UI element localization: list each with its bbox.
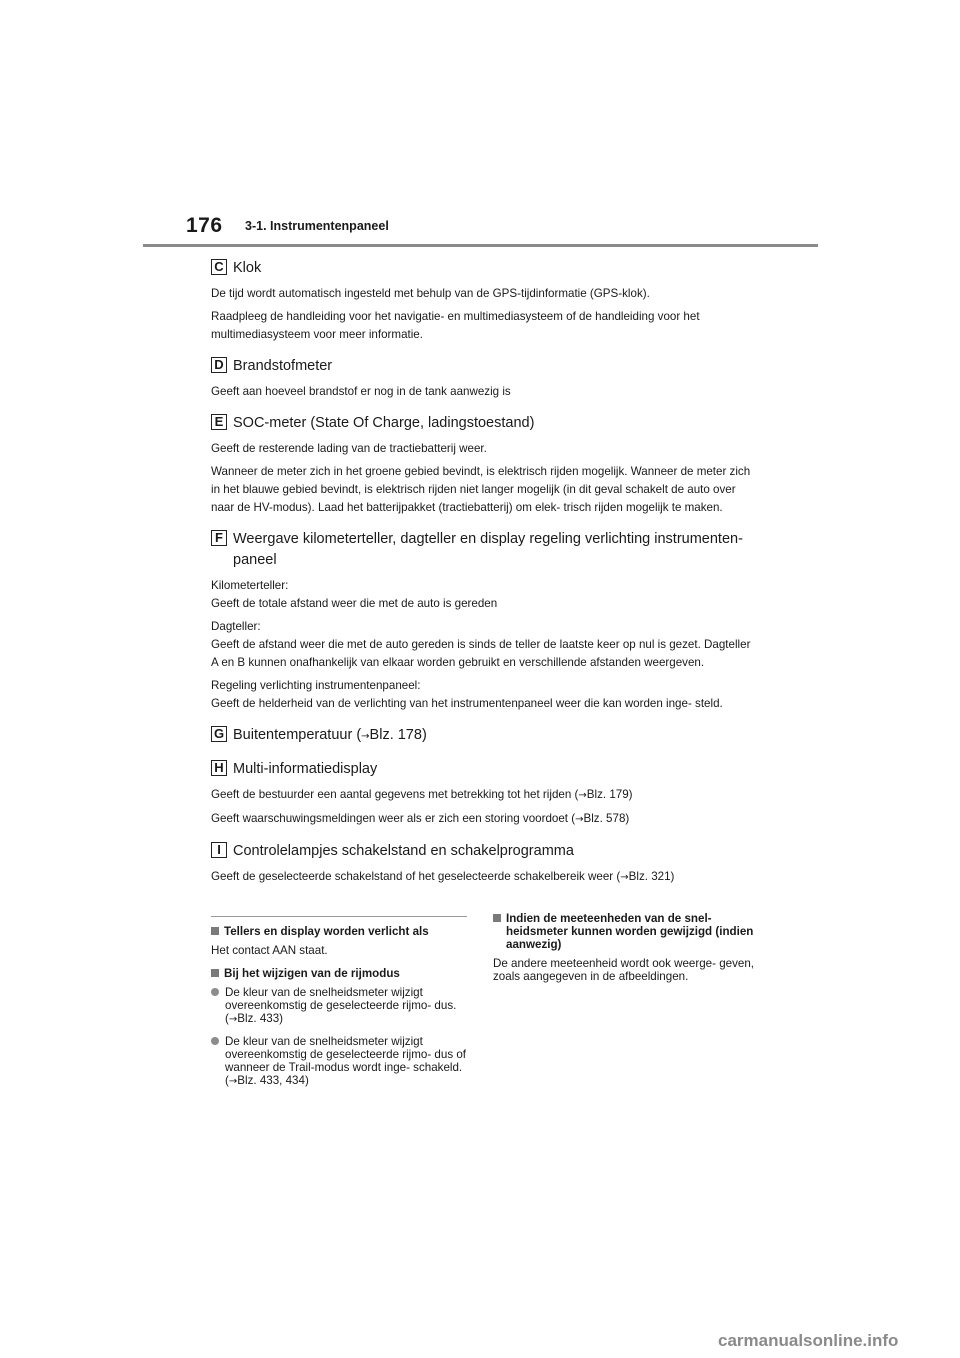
arrow-icon: → xyxy=(228,1014,238,1025)
item-i xyxy=(211,841,751,887)
square-bullet-icon xyxy=(211,927,219,935)
paragraph xyxy=(211,618,751,672)
paragraph: Geeft de resterende lading van de tractiebatterij weer. xyxy=(211,442,487,455)
page-reference-link[interactable]: Blz. 321) xyxy=(628,870,675,883)
item-g xyxy=(211,725,751,747)
term-label: Regeling verlichting instrumentenpaneel: xyxy=(211,679,421,692)
item-c xyxy=(211,258,751,344)
arrow-icon: → xyxy=(361,731,370,742)
label-box-c: C xyxy=(211,259,227,275)
item-h xyxy=(211,759,751,829)
paragraph: Geeft waarschuwingsmeldingen weer als er zich een storing voordoet (→Blz. 578) xyxy=(211,812,630,825)
watermark: carmanualsonline.info xyxy=(718,1331,899,1350)
label-box-e: E xyxy=(211,414,227,430)
notes-left-column xyxy=(211,925,473,1097)
paragraph: Raadpleeg de handleiding voor het navigatie- en multimediasysteem of de handleiding voor het multimediasysteem voor meer informatie. xyxy=(211,310,700,341)
arrow-icon: → xyxy=(578,790,587,801)
item-title: Multi-informatiedisplay xyxy=(233,761,378,777)
item-title: Controlelampjes schakelstand en schakelprogramma xyxy=(233,843,574,859)
header-divider xyxy=(143,244,818,247)
term-label: Kilometerteller: xyxy=(211,579,289,592)
label-box-h: H xyxy=(211,760,227,776)
paragraph: Wanneer de meter zich in het groene gebied bevindt, is elektrisch rijden mogelijk. Wanneer de meter zich in het blauwe gebied bevindt, is elektrisch rijden niet langer mogelijk (in dit geval schakelt de auto over naar de HV-modus). Laad het batterijpakket (tractiebatterij) om elek- trisch rijden mogelijk te maken. xyxy=(211,465,751,514)
list-item: De kleur van de snelheidsmeter wijzigt overeenkomstig de geselecteerde rijmo- dus. (→Blz. 433) xyxy=(211,986,473,1026)
page-reference-link[interactable]: Blz. 179) xyxy=(586,788,633,801)
note-heading: Bij het wijzigen van de rijmodus xyxy=(211,967,473,980)
item-title: Buitentemperatuur (→Blz. 178) xyxy=(233,727,427,743)
arrow-icon: → xyxy=(620,872,629,883)
arrow-icon: → xyxy=(575,814,584,825)
label-box-f: F xyxy=(211,530,227,546)
arrow-icon: → xyxy=(228,1076,238,1087)
paragraph: Geeft de geselecteerde schakelstand of het geselecteerde schakelbereik weer (→Blz. 321) xyxy=(211,870,675,883)
item-e xyxy=(211,413,751,517)
paragraph: De tijd wordt automatisch ingesteld met behulp van de GPS-tijdinformatie (GPS-klok). xyxy=(211,287,650,300)
note-text: De andere meeteenheid wordt ook weerge- geven, zoals aangegeven in de afbeeldingen. xyxy=(493,957,755,983)
label-box-i: I xyxy=(211,842,227,858)
page-reference-link[interactable]: Blz. 433) xyxy=(237,1012,284,1025)
item-title: Brandstofmeter xyxy=(233,358,333,374)
paragraph: Geeft aan hoeveel brandstof er nog in de tank aanwezig is xyxy=(211,385,511,398)
round-bullet-icon xyxy=(211,1037,219,1045)
paragraph xyxy=(211,577,751,613)
page-reference-link[interactable]: Blz. 578) xyxy=(583,812,630,825)
round-bullet-icon xyxy=(211,988,219,996)
item-title: Klok xyxy=(233,260,262,276)
square-bullet-icon xyxy=(211,969,219,977)
term-description: Geeft de helderheid van de verlichting van het instrumentenpaneel weer die kan worden inge- steld. xyxy=(211,697,723,710)
note-text: Het contact AAN staat. xyxy=(211,944,328,957)
section-title: 3-1. Instrumentenpaneel xyxy=(245,219,389,233)
page-reference-link[interactable]: Blz. 178) xyxy=(369,727,427,743)
note-heading: Indien de meeteenheden van de snel- heidsmeter kunnen worden gewijzigd (indien aanwezig) xyxy=(493,912,758,951)
term-description: Geeft de afstand weer die met de auto gereden is sinds de teller de laatste keer op nul is gezet. Dagteller A en B kunnen onafhankelijk van elkaar worden gebruikt en verschillende afstanden weergeven. xyxy=(211,638,751,669)
label-box-g: G xyxy=(211,726,227,742)
term-description: Geeft de totale afstand weer die met de auto is gereden xyxy=(211,597,498,610)
label-box-d: D xyxy=(211,357,227,373)
notes-divider xyxy=(211,916,467,917)
paragraph xyxy=(211,677,751,713)
item-title: Weergave kilometerteller, dagteller en display regeling verlichting instrumenten- paneel xyxy=(233,531,743,568)
item-title: SOC-meter (State Of Charge, ladingstoestand) xyxy=(233,415,535,431)
square-bullet-icon xyxy=(493,914,501,922)
list-item: De kleur van de snelheidsmeter wijzigt overeenkomstig de geselecteerde rijmo- dus of wanneer de Trail-modus wordt inge- schakeld. (→Blz. 433, 434) xyxy=(211,1035,473,1088)
term-label: Dagteller: xyxy=(211,620,261,633)
item-f xyxy=(211,529,751,713)
notes-right-column xyxy=(493,912,758,993)
page-number: 176 xyxy=(186,214,223,237)
paragraph: Geeft de bestuurder een aantal gegevens met betrekking tot het rijden (→Blz. 179) xyxy=(211,788,633,801)
item-d xyxy=(211,356,751,401)
page-reference-link[interactable]: Blz. 433, 434) xyxy=(237,1074,309,1087)
note-heading: Tellers en display worden verlicht als xyxy=(211,925,473,938)
main-content xyxy=(211,258,751,899)
